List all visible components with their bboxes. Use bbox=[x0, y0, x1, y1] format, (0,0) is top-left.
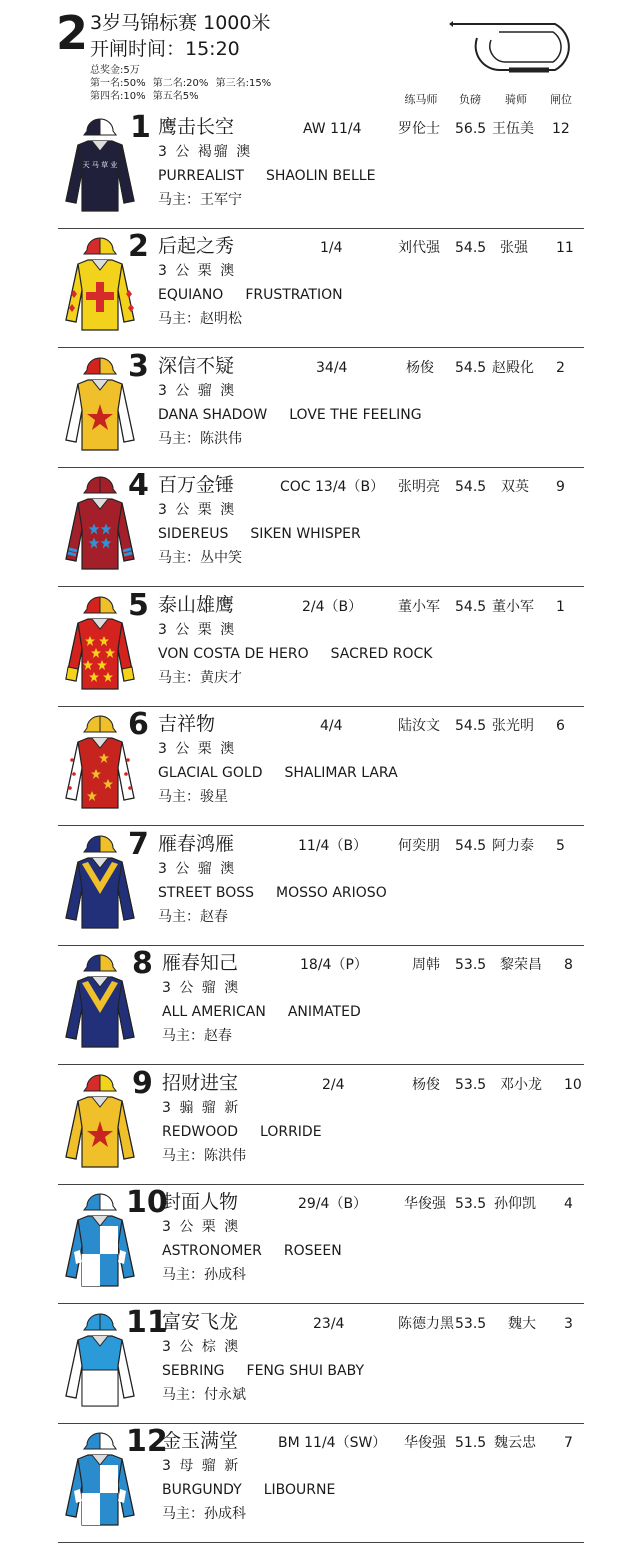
horse-name: 金玉满堂 bbox=[162, 1430, 239, 1452]
owner-name: 马主：丛中笑 bbox=[158, 550, 242, 566]
pedigree bbox=[158, 647, 454, 661]
horse-details: 3 骟 骝 新 bbox=[162, 1100, 241, 1116]
odds: 18/4（P） bbox=[300, 957, 368, 973]
carried-weight: 54.5 bbox=[455, 360, 487, 376]
barrier-draw: 12 bbox=[552, 121, 570, 137]
silk-9-jockey-silk-icon bbox=[60, 1071, 140, 1171]
carried-weight: 53.5 bbox=[455, 1316, 487, 1332]
jockey-name: 张强 bbox=[500, 240, 528, 256]
jockey-name: 魏云忠 bbox=[494, 1435, 536, 1451]
barrier-draw: 4 bbox=[564, 1196, 573, 1212]
silk-1-jockey-silk-icon bbox=[60, 115, 140, 215]
barrier-draw: 10 bbox=[564, 1077, 582, 1093]
horse-name: 招财进宝 bbox=[162, 1072, 239, 1094]
horse-details: 3 公 骝 澳 bbox=[158, 861, 237, 877]
horse-details: 3 公 骝 澳 bbox=[162, 980, 241, 996]
pedigree bbox=[158, 408, 444, 422]
barrier-draw: 8 bbox=[564, 957, 573, 973]
pedigree bbox=[162, 1005, 383, 1019]
column-weight: 负磅 bbox=[459, 93, 481, 106]
pedigree bbox=[162, 1364, 386, 1378]
barrier-draw: 11 bbox=[556, 240, 574, 256]
dam-name: FRUSTRATION bbox=[245, 287, 343, 303]
prize-4th: 第四名:10% bbox=[90, 91, 146, 102]
jockey-name: 邓小龙 bbox=[500, 1077, 542, 1093]
dam-name: LIBOURNE bbox=[263, 1482, 336, 1498]
sire-name: EQUIANO bbox=[158, 287, 224, 303]
owner-name: 马主：黄庆才 bbox=[158, 670, 242, 686]
owner-name: 马主：赵明松 bbox=[158, 311, 242, 327]
odds: COC 13/4（B） bbox=[280, 479, 385, 495]
odds: 4/4 bbox=[320, 718, 343, 734]
prize-split-line-1 bbox=[90, 79, 275, 89]
race-header bbox=[0, 0, 640, 116]
runner-row[interactable] bbox=[58, 1304, 584, 1424]
sire-name: SEBRING bbox=[162, 1363, 225, 1379]
silk-8-jockey-silk-icon bbox=[60, 951, 140, 1051]
trainer-name: 华俊强 bbox=[404, 1196, 446, 1212]
runner-number: 9 bbox=[132, 1066, 153, 1101]
pedigree bbox=[162, 1244, 364, 1258]
odds: 23/4 bbox=[313, 1316, 345, 1332]
owner-name: 马主：赵春 bbox=[158, 909, 228, 925]
runner-row[interactable] bbox=[58, 587, 584, 707]
trainer-name: 周韩 bbox=[412, 957, 440, 973]
runner-row[interactable] bbox=[58, 1423, 584, 1543]
horse-name: 封面人物 bbox=[162, 1191, 239, 1213]
jockey-name: 魏大 bbox=[508, 1316, 536, 1332]
trainer-name: 何奕朋 bbox=[398, 838, 440, 854]
trainer-name: 刘代强 bbox=[398, 240, 440, 256]
odds: 1/4 bbox=[320, 240, 343, 256]
horse-name: 深信不疑 bbox=[158, 355, 235, 377]
owner-name: 马主：王军宁 bbox=[158, 192, 242, 208]
trainer-name: 华俊强 bbox=[404, 1435, 446, 1451]
horse-name: 富安飞龙 bbox=[162, 1311, 239, 1333]
dam-name: FENG SHUI BABY bbox=[246, 1363, 364, 1379]
horse-details: 3 公 棕 澳 bbox=[162, 1339, 241, 1355]
pedigree bbox=[158, 169, 397, 183]
runner-number: 12 bbox=[126, 1424, 168, 1459]
dam-name: SIKEN WHISPER bbox=[250, 526, 361, 542]
owner-name: 马主：孙成科 bbox=[162, 1267, 246, 1283]
runner-number: 6 bbox=[128, 707, 149, 742]
carried-weight: 54.5 bbox=[455, 479, 487, 495]
barrier-draw: 5 bbox=[556, 838, 565, 854]
svg-text:天 马 草 业: 天 马 草 业 bbox=[82, 161, 118, 169]
carried-weight: 54.5 bbox=[455, 599, 487, 615]
dam-name: LOVE THE FEELING bbox=[289, 407, 422, 423]
prize-2nd: 第二名:20% bbox=[152, 78, 209, 89]
total-prize: 总奖金:5万 bbox=[90, 65, 140, 76]
runner-row[interactable] bbox=[58, 1065, 584, 1185]
race-number: 2 bbox=[56, 6, 89, 60]
runner-number: 1 bbox=[130, 110, 151, 145]
dam-name: SHAOLIN BELLE bbox=[265, 168, 376, 184]
pedigree bbox=[158, 766, 420, 780]
runner-row[interactable] bbox=[58, 706, 584, 826]
horse-details: 3 公 褐骝 澳 bbox=[158, 144, 253, 160]
barrier-draw: 7 bbox=[564, 1435, 573, 1451]
odds: 2/4 bbox=[322, 1077, 345, 1093]
runner-row[interactable] bbox=[58, 109, 584, 229]
odds: 2/4（B） bbox=[302, 599, 363, 615]
odds: 34/4 bbox=[316, 360, 348, 376]
jockey-name: 孙仰凯 bbox=[494, 1196, 536, 1212]
runner-row[interactable] bbox=[58, 945, 584, 1065]
runner-number: 7 bbox=[128, 827, 149, 862]
owner-name: 马主：陈洪伟 bbox=[158, 431, 242, 447]
prize-split-line-2 bbox=[90, 92, 203, 102]
barrier-draw: 3 bbox=[564, 1316, 573, 1332]
trainer-name: 杨俊 bbox=[412, 1077, 440, 1093]
sire-name: VON COSTA DE HERO bbox=[158, 646, 309, 662]
trainer-name: 罗伦士 bbox=[398, 121, 440, 137]
barrier-draw: 9 bbox=[556, 479, 565, 495]
dam-name: MOSSO ARIOSO bbox=[276, 885, 387, 901]
barrier-draw: 1 bbox=[556, 599, 565, 615]
prize-3rd: 第三名:15% bbox=[215, 78, 272, 89]
dam-name: LORRIDE bbox=[260, 1124, 322, 1140]
horse-details: 3 母 骝 新 bbox=[162, 1458, 241, 1474]
horse-details: 3 公 栗 澳 bbox=[158, 263, 237, 279]
sire-name: ASTRONOMER bbox=[162, 1243, 262, 1259]
column-draw: 闸位 bbox=[550, 93, 572, 106]
dam-name: ANIMATED bbox=[287, 1004, 361, 1020]
runner-number: 2 bbox=[128, 229, 149, 264]
track-diagram-icon bbox=[447, 12, 587, 74]
pedigree bbox=[162, 1125, 344, 1139]
carried-weight: 53.5 bbox=[455, 1077, 487, 1093]
runner-number: 4 bbox=[128, 468, 149, 503]
runner-row[interactable] bbox=[58, 467, 584, 587]
sire-name: GLACIAL GOLD bbox=[158, 765, 263, 781]
owner-name: 马主：付永斌 bbox=[162, 1387, 246, 1403]
owner-name: 马主：陈洪伟 bbox=[162, 1148, 246, 1164]
runner-row[interactable] bbox=[58, 348, 584, 468]
horse-details: 3 公 栗 澳 bbox=[158, 622, 237, 638]
pedigree bbox=[158, 288, 365, 302]
pedigree bbox=[158, 527, 383, 541]
horse-details: 3 公 栗 澳 bbox=[158, 741, 237, 757]
horse-name: 鹰击长空 bbox=[158, 116, 235, 138]
carried-weight: 54.5 bbox=[455, 240, 487, 256]
prize-1st: 第一名:50% bbox=[90, 78, 146, 89]
horse-name: 泰山雄鹰 bbox=[158, 594, 235, 616]
runner-number: 8 bbox=[132, 946, 153, 981]
sire-name: REDWOOD bbox=[162, 1124, 239, 1140]
owner-name: 马主：孙成科 bbox=[162, 1506, 246, 1522]
jockey-name: 双英 bbox=[501, 479, 529, 495]
dam-name: ROSEEN bbox=[283, 1243, 342, 1259]
runner-row[interactable] bbox=[58, 826, 584, 946]
barrier-draw: 6 bbox=[556, 718, 565, 734]
sire-name: BURGUNDY bbox=[162, 1482, 242, 1498]
pedigree bbox=[158, 886, 409, 900]
jockey-name: 张光明 bbox=[492, 718, 534, 734]
horse-name: 后起之秀 bbox=[158, 235, 235, 257]
jockey-name: 黎荣昌 bbox=[500, 957, 542, 973]
runner-number: 11 bbox=[126, 1305, 168, 1340]
runner-number: 5 bbox=[128, 588, 149, 623]
gate-time: 开闸时间：15:20 bbox=[90, 38, 240, 60]
carried-weight: 54.5 bbox=[455, 718, 487, 734]
sire-name: PURREALIST bbox=[158, 168, 244, 184]
trainer-name: 陈德力黑 bbox=[398, 1316, 454, 1332]
odds: AW 11/4 bbox=[303, 121, 362, 137]
column-jockey: 骑师 bbox=[505, 93, 527, 106]
horse-details: 3 公 栗 澳 bbox=[162, 1219, 241, 1235]
prize-5th: 第五名5% bbox=[152, 91, 199, 102]
owner-name: 马主：骏星 bbox=[158, 789, 228, 805]
runner-row[interactable] bbox=[58, 228, 584, 348]
odds: 29/4（B） bbox=[298, 1196, 368, 1212]
column-trainer: 练马师 bbox=[404, 93, 438, 106]
dam-name: SHALIMAR LARA bbox=[284, 765, 398, 781]
race-title: 3岁马锦标赛 1000米 bbox=[90, 12, 271, 34]
jockey-name: 董小军 bbox=[492, 599, 534, 615]
odds: BM 11/4（SW） bbox=[278, 1435, 387, 1451]
sire-name: STREET BOSS bbox=[158, 885, 255, 901]
trainer-name: 陆汝文 bbox=[398, 718, 440, 734]
sire-name: ALL AMERICAN bbox=[162, 1004, 266, 1020]
carried-weight: 56.5 bbox=[455, 121, 487, 137]
jockey-name: 王伍美 bbox=[492, 121, 534, 137]
carried-weight: 53.5 bbox=[455, 1196, 487, 1212]
carried-weight: 54.5 bbox=[455, 838, 487, 854]
carried-weight: 51.5 bbox=[455, 1435, 487, 1451]
trainer-name: 张明亮 bbox=[398, 479, 440, 495]
runner-row[interactable] bbox=[58, 1184, 584, 1304]
dam-name: SACRED ROCK bbox=[330, 646, 433, 662]
trainer-name: 董小军 bbox=[398, 599, 440, 615]
carried-weight: 53.5 bbox=[455, 957, 487, 973]
pedigree bbox=[162, 1483, 357, 1497]
sire-name: DANA SHADOW bbox=[158, 407, 268, 423]
horse-details: 3 公 栗 澳 bbox=[158, 502, 237, 518]
jockey-name: 阿力泰 bbox=[492, 838, 534, 854]
trainer-name: 杨俊 bbox=[406, 360, 434, 376]
odds: 11/4（B） bbox=[298, 838, 368, 854]
horse-name: 百万金锤 bbox=[158, 474, 235, 496]
horse-name: 雁春知己 bbox=[162, 952, 239, 974]
horse-name: 雁春鸿雁 bbox=[158, 833, 235, 855]
horse-details: 3 公 骝 澳 bbox=[158, 383, 237, 399]
jockey-name: 赵殿化 bbox=[492, 360, 534, 376]
barrier-draw: 2 bbox=[556, 360, 565, 376]
runner-number: 10 bbox=[126, 1185, 168, 1220]
owner-name: 马主：赵春 bbox=[162, 1028, 232, 1044]
runner-number: 3 bbox=[128, 349, 149, 384]
horse-name: 吉祥物 bbox=[158, 713, 216, 735]
sire-name: SIDEREUS bbox=[158, 526, 229, 542]
